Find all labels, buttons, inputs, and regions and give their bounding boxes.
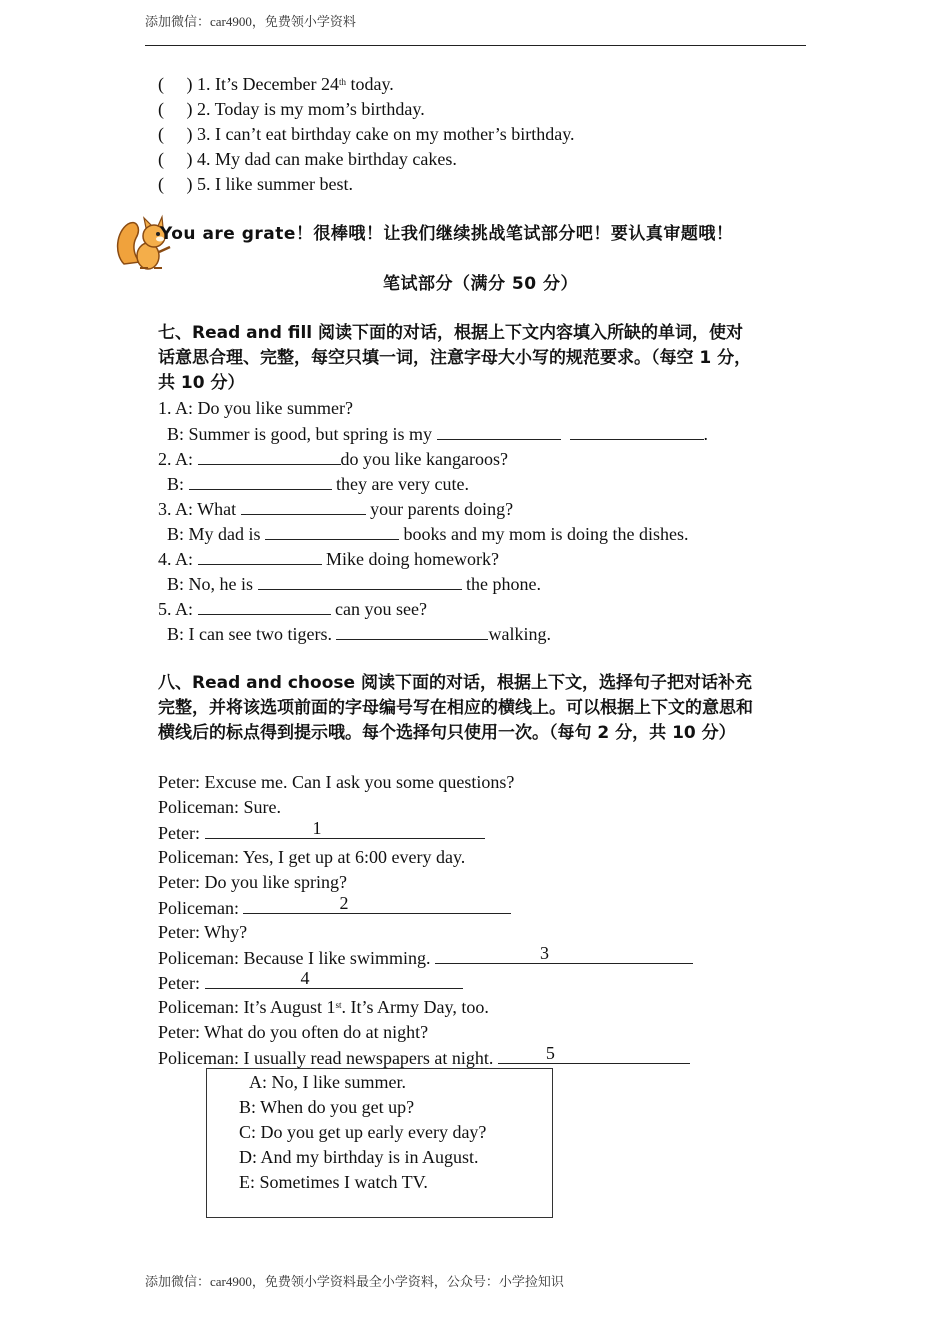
dialog-line-9: Peter: 4 — [158, 970, 463, 996]
dialog-line-12: Policeman: I usually read newspapers at night. 5 — [158, 1045, 690, 1071]
page-footer: 添加微信：car4900，免费领小学资料最全小学资料，公众号：小学捡知识 — [145, 1274, 564, 1289]
section-7-title: 七、Read and fill 阅读下面的对话，根据上下文内容填入所缺的单词，使对话意思合理、完整，每空只填一词，注意字母大小写的规范要求。（每空 1 分，共 10 分） — [158, 323, 752, 393]
dialog-line-1: Peter: Excuse me. Can I ask you some questions? — [158, 772, 515, 792]
page-header: 添加微信：car4900，免费领小学资料 — [145, 14, 356, 29]
s7-q4b: B: No, he is the phone. — [158, 571, 541, 597]
header-divider — [145, 45, 806, 46]
s7-q5b: B: I can see two tigers. walking. — [158, 621, 551, 647]
dialog-line-4: Policeman: Yes, I get up at 6:00 every day. — [158, 847, 466, 867]
tf-item-3: ( ) 3. I can’t eat birthday cake on my mother’s birthday. — [158, 124, 575, 144]
dialog-line-3: Peter: 1 — [158, 820, 485, 846]
written-title: 笔试部分（满分 50 分） — [383, 274, 578, 294]
dialog-line-5: Peter: Do you like spring? — [158, 872, 347, 892]
option-d: D: And my birthday is in August. — [239, 1147, 479, 1167]
s7-q2a: 2. A: do you like kangaroos? — [158, 446, 508, 472]
tf-item-1: ( ) 1. It’s December 24th today. — [158, 74, 394, 94]
s7-q5a: 5. A: can you see? — [158, 596, 427, 622]
praise-text: You are grate！很棒哦！让我们继续挑战笔试部分吧！要认真审题哦！ — [160, 224, 734, 244]
tf-item-4: ( ) 4. My dad can make birthday cakes. — [158, 149, 457, 169]
dialog-line-7: Peter: Why? — [158, 922, 248, 942]
s7-q4a: 4. A: Mike doing homework? — [158, 546, 499, 572]
s7-q2b: B: they are very cute. — [158, 471, 469, 497]
section-8-title: 八、Read and choose 阅读下面的对话，根据上下文，选择句子把对话补充完整，并将该选项前面的字母编号写在相应的横线上。可以根据上下文的意思和横线后的标点得到提示哦。每个选择句只使用一次。（每句 2 分，共 10 分） — [158, 673, 753, 743]
option-b: B: When do you get up? — [239, 1097, 415, 1117]
option-c: C: Do you get up early every day? — [239, 1122, 487, 1142]
s7-q1a: 1. A: Do you like summer? — [158, 398, 353, 418]
tf-item-2: ( ) 2. Today is my mom’s birthday. — [158, 99, 425, 119]
option-a: A: No, I like summer. — [249, 1072, 406, 1092]
s7-q3b: B: My dad is books and my mom is doing the dishes. — [158, 521, 689, 547]
tf-item-5: ( ) 5. I like summer best. — [158, 174, 353, 194]
dialog-line-6: Policeman: 2 — [158, 895, 511, 921]
dialog-line-10: Policeman: It’s August 1st. It’s Army Day, too. — [158, 997, 489, 1017]
dialog-line-8: Policeman: Because I like swimming. 3 — [158, 945, 693, 971]
s7-q1b: B: Summer is good, but spring is my . — [158, 421, 708, 447]
dialog-line-11: Peter: What do you often do at night? — [158, 1022, 429, 1042]
dialog-line-2: Policeman: Sure. — [158, 797, 281, 817]
options-box — [206, 1068, 553, 1218]
s7-q3a: 3. A: What your parents doing? — [158, 496, 513, 522]
option-e: E: Sometimes I watch TV. — [239, 1172, 428, 1192]
